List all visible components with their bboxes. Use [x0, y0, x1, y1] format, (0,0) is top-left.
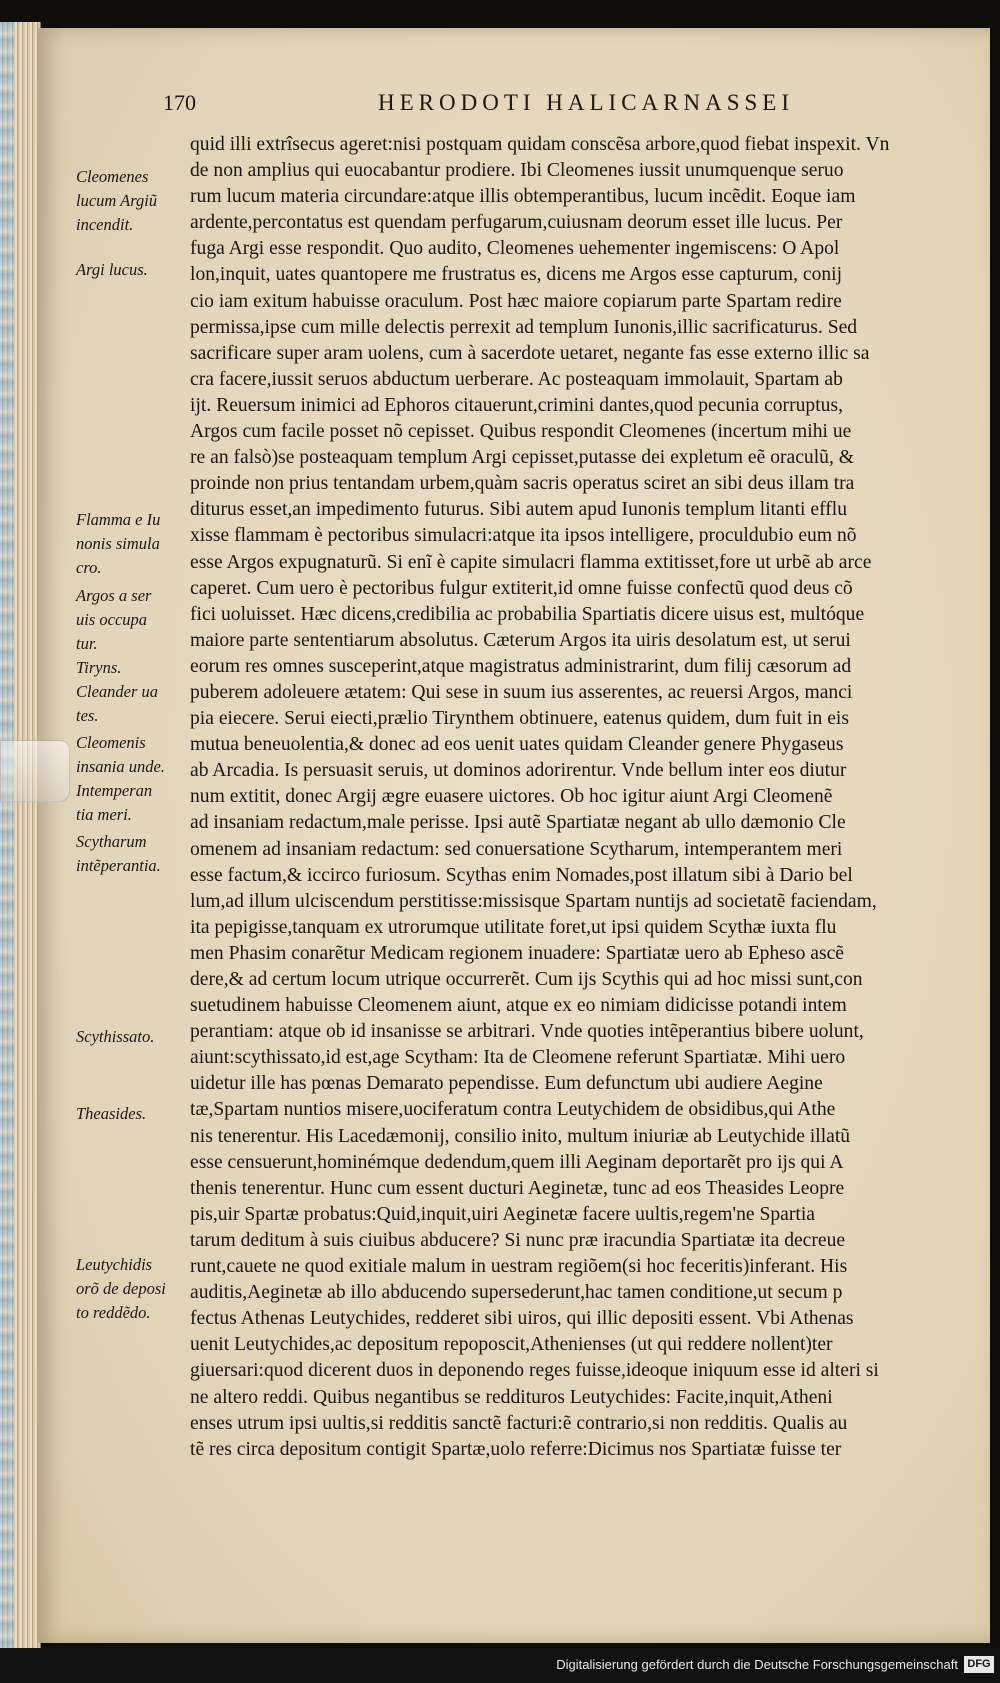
margin-note-tiryns	[76, 656, 184, 680]
margin-note-line: nonis simula	[76, 534, 160, 553]
text-line: runt,cauete ne quod exitiale malum in uestram regiõem(si hoc feceritis)inferant. His	[190, 1256, 848, 1278]
margin-note-line: Cleomenes	[76, 167, 149, 186]
margin-note-line: cro.	[76, 558, 102, 577]
text-line: lon,inquit, uates quantopere me frustratus es, dicens me Argos esse capturum, conij	[190, 264, 843, 286]
text-line: tarum deditum à suis ciuibus abducere? Si nunc præ iracundia Spartiatæ ita decreue	[190, 1229, 846, 1251]
text-line: de non amplius qui euocabantur prodiere. Ibi Cleomenes iussit unumquenque seruo	[190, 160, 844, 182]
margin-note-line: Scythissato.	[76, 1027, 155, 1046]
text-line: eorum res omnes susceperint,atque magistratus administrarint, dum filij cæsorum ad	[190, 655, 852, 677]
margin-note-cleomenis-insania	[76, 731, 184, 779]
margin-note-argi-lucus	[76, 258, 184, 282]
margin-note-intemperantia	[76, 779, 184, 827]
text-line: ijt. Reuersum inimici ad Ephoros citauerunt,crimini dantes,quod pecunia corruptus,	[190, 394, 843, 416]
margin-note-line: tes.	[76, 706, 99, 725]
margin-note-flamma	[76, 508, 184, 580]
margin-note-line: intẽperantia.	[76, 856, 161, 875]
margin-note-line: uis occupa	[76, 610, 148, 629]
text-line: tẽ res circa depositum contigit Spartæ,uolo referre:Dicimus nos Spartiatæ fuisse ter	[190, 1438, 842, 1460]
text-line: suetudinem habuisse Cleomenem aiunt, atque ex eo nimiam didicisse potandi intem	[190, 995, 847, 1017]
margin-note-line: Cleomenis	[76, 733, 146, 752]
text-line: esse factum,& iccirco furiosum. Scythas enim Nomades,post illatum sibi à Dario bel	[190, 864, 853, 886]
margin-note-line: tia meri.	[76, 805, 132, 824]
text-line: fectus Athenas Leutychides, redderet sibi uiros, qui illic depositi essent. Vbi Athenas	[190, 1308, 854, 1330]
text-line: mutua beneuolentia,& donec ad eos uenit uates quidam Cleander genere Phygaseus	[190, 734, 844, 756]
margin-note-cleander	[76, 680, 184, 728]
text-line: fici uoluisset. Hæc dicens,credibilia ac probabilia Spartiatis dicere uisus est, multóque	[190, 603, 865, 625]
text-line: pia eiecere. Serui eiecti,prælio Tirynthem obtinuere, eatenus quidem, dum fuit in eis	[190, 708, 849, 730]
clip-tab	[0, 740, 70, 802]
main-text-block	[190, 132, 930, 1463]
margin-note-line: Intemperan	[76, 781, 153, 800]
margin-note-cleomenes-lucum	[76, 165, 184, 237]
text-line: diturus esset,an impedimento futurus. Sibi autem apud Iunonis templum litanti efflu	[190, 499, 848, 521]
text-line: cra facere,iussit seruos abductum uerberare. Ac posteaquam immolauit, Spartam ab	[190, 368, 843, 390]
text-line: esse Argos expugnaturũ. Si enĩ è capite simulacri flamma extitisset,fore ut urbẽ ab arce	[190, 551, 872, 573]
text-line: cio iam exitum habuisse oraculum. Post hæc maiore copiarum parte Spartam redire	[190, 290, 842, 312]
text-line: ne altero reddi. Quibus negantibus se reddituros Leutychides: Facite,inquit,Atheni	[190, 1386, 833, 1408]
text-line: quid illi extrîsecus ageret:nisi postquam quidam conscẽsa arbore,quod fiebat inspexit. Vn	[190, 134, 890, 155]
margin-note-line: lucum Argiũ	[76, 191, 158, 210]
margin-note-line: tur.	[76, 634, 98, 653]
text-line: maiore parte sententiarum absolutus. Cæterum Argos ita uiris desolatum est, ut serui	[190, 629, 851, 651]
text-line: num extitit, donec Argij ægre euasere uictores. Ob hoc igitur aiunt Argi Cleomenẽ	[190, 786, 833, 808]
margin-note-scytharum	[76, 830, 184, 878]
text-line: uenit Leutychides,ac depositum repoposcit,Athenienses (ut qui reddere nollent)ter	[190, 1334, 833, 1356]
text-line: enses utrum ipsi uultis,si redditis sanctẽ facturi:ẽ contrario,si non redditis. Qualis au	[190, 1412, 848, 1434]
dfg-logo-icon: DFG	[964, 1656, 994, 1673]
margin-note-theasides	[76, 1102, 184, 1126]
running-head	[0, 90, 1000, 130]
text-line: proinde non prius tentandam urbem,quàm sacris operatus sciret an sibi deus illam tra	[190, 473, 855, 495]
text-line: pis,uir Spartæ probatus:Quid,inquit,uiri Aeginetæ facere uultis,regem'ne Spartia	[190, 1203, 815, 1225]
margin-note-line: Theasides.	[76, 1104, 147, 1123]
text-line: re an falsò)se posteaquam templum Argi cepisset,putasse dei expletum eẽ oraculũ, &	[190, 447, 854, 469]
text-line: puberem adoleuere ætatem: Qui sese in suum ius asserentes, ac reuersi Argos, manci	[190, 681, 853, 703]
text-line: ab Arcadia. Is persuasit seruis, ut dominos adorirentur. Vnde bellum inter eos diutur	[190, 760, 847, 782]
text-line: uidetur ille has pœnas Demarato pependisse. Eum defunctum ubi audiere Aegine	[190, 1073, 823, 1095]
margin-note-line: Scytharum	[76, 832, 147, 851]
page-number: 170	[163, 90, 196, 115]
margin-note-line: incendit.	[76, 215, 134, 234]
text-line: nis tenerentur. His Lacedæmonij, consilio inito, multum iniuriæ ab Leutychide illatũ	[190, 1125, 851, 1147]
book-page-edges	[0, 22, 41, 1652]
margin-note-line: Tiryns.	[76, 658, 122, 677]
footer-credit: Digitalisierung gefördert durch die Deutsche Forschungsgemeinschaft	[556, 1657, 958, 1672]
text-line: xisse flammam è pectoribus simulacri:atque ita ipsos intelligere, proculdubio eum nõ	[190, 525, 857, 547]
text-line: tæ,Spartam nuntios misere,uociferatum contra Leutychidem de obsidibus,qui Athe	[190, 1099, 836, 1121]
margin-note-leutychidis	[76, 1253, 184, 1325]
text-line: perantiam: atque ob id insanisse se arbitrari. Vnde quoties intẽperantius bibere uolunt,	[190, 1021, 864, 1043]
text-line: lum,ad illum ulciscendum perstitisse:missisque Spartam nuntijs ad societatẽ faciendam,	[190, 890, 877, 912]
margin-note-line: insania unde.	[76, 757, 165, 776]
margin-note-argos-seruis	[76, 584, 184, 656]
text-line: omenem ad insaniam redactum: sed conuersatione Scytharum, intemperantem meri	[190, 838, 843, 860]
text-line: dere,& ad certum locum utrique occurrerẽt. Cum ijs Scythis qui ad hoc missi sunt,con	[190, 969, 863, 990]
text-line: men Phasim conarẽtur Medicam regionem inuadere: Spartiatæ uero ab Epheso ascẽ	[190, 942, 844, 964]
text-line: giuersari:quod dicerent duos in deponendo reges fuisse,ideoque iniquum esse id alteri si	[190, 1360, 879, 1382]
margin-note-line: Argos a ser	[76, 586, 152, 605]
text-line: ad insaniam redactum,male perisse. Ipsi autẽ Spartiatæ negant ab ullo dæmonio Cle	[190, 812, 846, 834]
text-line: esse censuerunt,hominémque dedendum,quem illi Aeginam deportarẽt pro ijs qui A	[190, 1151, 844, 1173]
page-title: HERODOTI HALICARNASSEI	[378, 90, 795, 115]
text-line: sacrificare super aram uolens, cum à sacerdote uetaret, negante fas esse externo illic sa	[190, 342, 870, 364]
text-line: Argos cum facile posset nõ cepisset. Quibus respondit Cleomenes (incertum mihi ue	[190, 421, 852, 443]
text-line: fuga Argi esse respondit. Quo audito, Cleomenes uehementer ingemiscens: O Apol	[190, 238, 840, 260]
text-line: ardente,percontatus est quendam perfugarum,cuiusnam deorum esset ille lucus. Per	[190, 212, 843, 234]
text-line: ita pepigisse,tanquam ex utrorumque utilitate foret,ut ipsi quidem Scythæ iuxta flu	[190, 916, 837, 938]
text-line: permissa,ipse cum mille delectis perrexit ad templum Iunonis,illic sacrificaturus. Sed	[190, 316, 858, 338]
margin-note-line: Flamma e Iu	[76, 510, 161, 529]
footer-bar	[0, 1648, 1000, 1683]
margin-note-line: Leutychidis	[76, 1255, 153, 1274]
text-line: thenis tenerentur. Hunc cum essent ducturi Aeginetæ, tunc ad eos Theasides Leopre	[190, 1177, 845, 1199]
margin-note-line: to reddẽdo.	[76, 1303, 151, 1322]
text-line: rum lucum materia circundare:atque illis obtemperantibus, lucum incẽdit. Eoque iam	[190, 186, 856, 208]
margin-note-scythissato	[76, 1025, 184, 1049]
margin-note-line: orõ de deposi	[76, 1279, 166, 1298]
margin-note-line: Cleander ua	[76, 682, 159, 701]
text-line: aiunt:scythissato,id est,age Scytham: Ita de Cleomene referunt Spartiatæ. Mihi uero	[190, 1047, 846, 1069]
margin-note-line: Argi lucus.	[76, 260, 148, 279]
text-line: auditis,Aeginetæ ab illo abducendo supersederunt,hac tamen conditione,ut secum p	[190, 1282, 843, 1304]
text-line: caperet. Cum uero è pectoribus fulgur extiterit,id omne fuisse confectũ quod deus cõ	[190, 577, 853, 599]
